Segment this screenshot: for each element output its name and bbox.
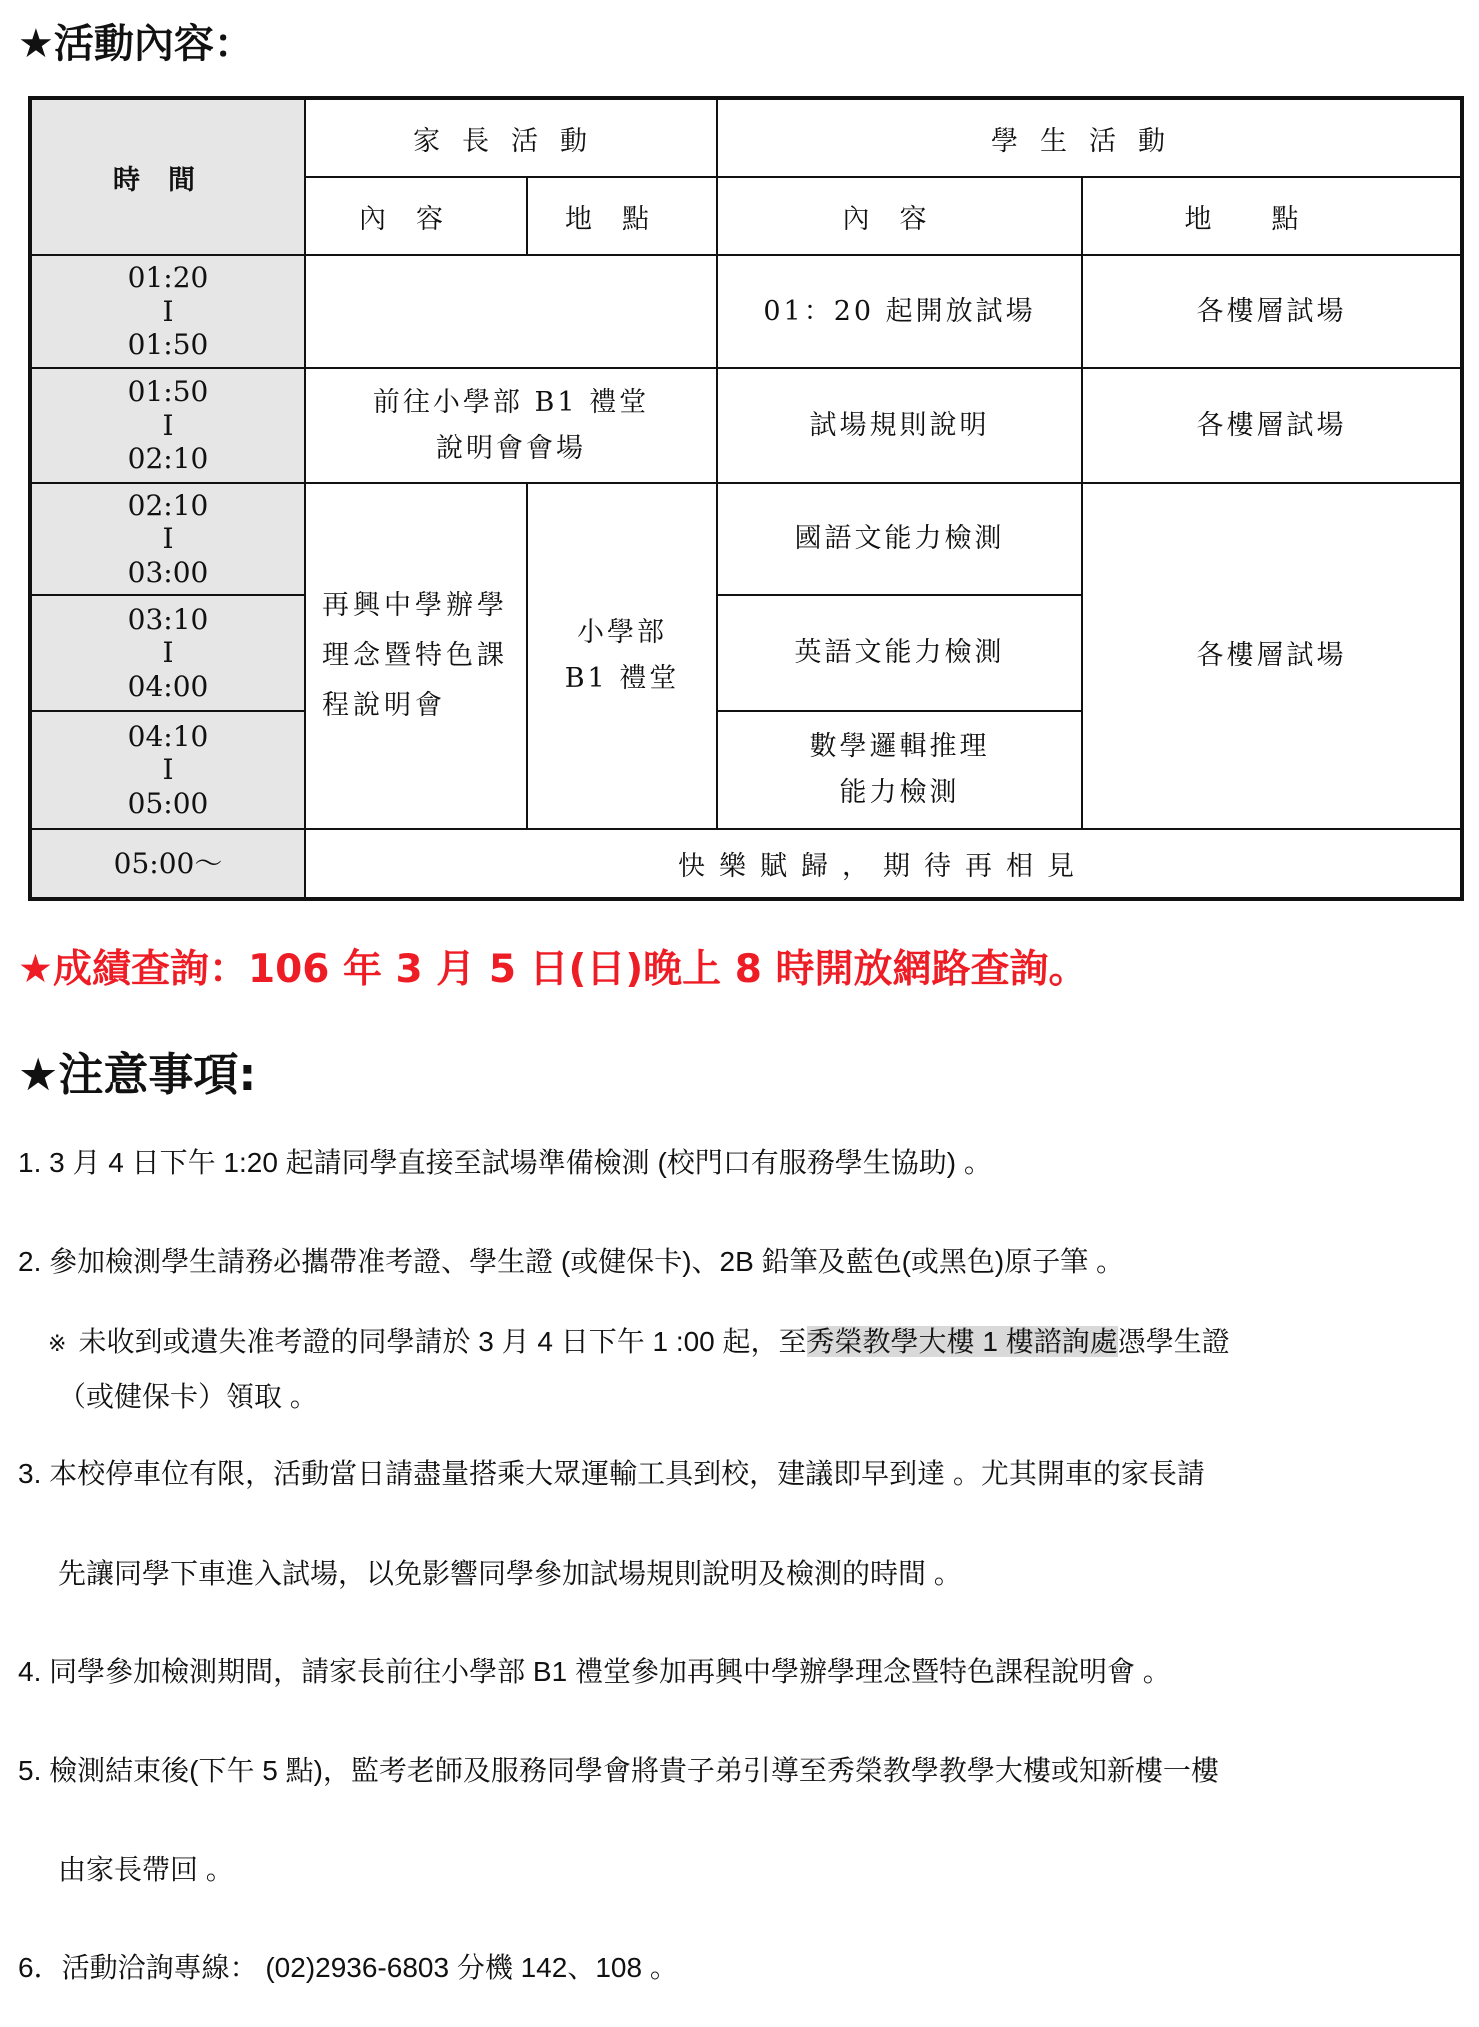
note-1: 1. 3 月 4 日下午 1:20 起請同學直接至試場準備檢測 (校門口有服務學生協助) 。 bbox=[18, 1147, 992, 1178]
student-place-label: 地點 bbox=[1082, 177, 1462, 255]
student-long-place-cell: 各樓層試場 bbox=[1082, 483, 1462, 829]
student-place-cell: 各樓層試場 bbox=[1082, 255, 1462, 368]
reference-mark-icon: ※ bbox=[48, 1331, 67, 1356]
table-row bbox=[30, 255, 1462, 368]
note-5-line1: 5. 檢測結束後(下午 5 點)，監考老師及服務同學會將貴子弟引導至秀榮教學教學大樓或知新樓一樓 bbox=[18, 1755, 1219, 1786]
table-row bbox=[30, 483, 1462, 595]
note-2: 2. 參加檢測學生請務必攜帶准考證、學生證 (或健保卡)、2B 鉛筆及藍色(或黑色)原子筆 。 bbox=[18, 1246, 1125, 1277]
parent-place-label: 地點 bbox=[527, 177, 717, 255]
final-time-cell: 05:00～ bbox=[30, 829, 305, 899]
parent-activity-header: 家長活動 bbox=[305, 98, 717, 177]
score-query-heading: ★成績查詢：106 年 3 月 5 日(日)晚上 8 時開放網路查詢。 bbox=[18, 947, 1088, 992]
time-cell: 01:20 I 01:50 bbox=[30, 255, 305, 368]
parent-content-cell bbox=[305, 255, 717, 368]
parent-long-content-cell: 再興中學辦學理念暨特色課程說明會 bbox=[305, 483, 527, 829]
student-content-cell: 英語文能力檢測 bbox=[717, 595, 1082, 711]
note-6: 6．活動洽詢專線： (02)2936-6803 分機 142、108 。 bbox=[18, 1952, 678, 1983]
student-content-cell: 國語文能力檢測 bbox=[717, 483, 1082, 595]
student-content-cell: 數學邏輯推理 能力檢測 bbox=[717, 711, 1082, 829]
note-2-sub-cont: （或健保卡）領取 。 bbox=[58, 1381, 318, 1412]
note-5-line2: 由家長帶回 。 bbox=[58, 1854, 234, 1885]
notes-heading: ★注意事項: bbox=[18, 1048, 257, 1101]
time-cell: 01:50 I 02:10 bbox=[30, 368, 305, 483]
student-content-cell: 試場規則說明 bbox=[717, 368, 1082, 483]
note-3-line1: 3. 本校停車位有限，活動當日請盡量搭乘大眾運輸工具到校，建議即早到達 。尤其開車的家長請 bbox=[18, 1458, 1205, 1489]
student-activity-header: 學生活動 bbox=[717, 98, 1462, 177]
time-cell: 03:10 I 04:00 bbox=[30, 595, 305, 711]
schedule-table bbox=[28, 96, 1464, 901]
note-4: 4. 同學參加檢測期間，請家長前往小學部 B1 禮堂參加再興中學辦學理念暨特色課程說明會 。 bbox=[18, 1656, 1171, 1687]
student-content-cell: 01：20 起開放試場 bbox=[717, 255, 1082, 368]
parent-long-place-cell: 小學部 B1 禮堂 bbox=[527, 483, 717, 829]
parent-content-cell: 前往小學部 B1 禮堂 說明會會場 bbox=[305, 368, 717, 483]
final-text-cell: 快樂賦歸，期待再相見 bbox=[305, 829, 1462, 899]
note-3-line2: 先讓同學下車進入試場，以免影響同學參加試場規則說明及檢測的時間 。 bbox=[58, 1558, 962, 1589]
note-2-sub: ※ 未收到或遺失准考證的同學請於 3 月 4 日下午 1 :00 起，至秀榮教學大樓 1 樓諮詢處憑學生證 bbox=[48, 1326, 1230, 1357]
student-place-cell: 各樓層試場 bbox=[1082, 368, 1462, 483]
activity-heading: ★活動內容： bbox=[18, 21, 254, 67]
parent-content-label: 內容 bbox=[305, 177, 527, 255]
table-row bbox=[30, 829, 1462, 899]
student-content-label: 內容 bbox=[717, 177, 1082, 255]
table-row bbox=[30, 368, 1462, 483]
time-header: 時間 bbox=[30, 98, 305, 255]
time-cell: 04:10 I 05:00 bbox=[30, 711, 305, 829]
time-cell: 02:10 I 03:00 bbox=[30, 483, 305, 595]
highlighted-location: 秀榮教學大樓 1 樓諮詢處 bbox=[806, 1326, 1118, 1357]
